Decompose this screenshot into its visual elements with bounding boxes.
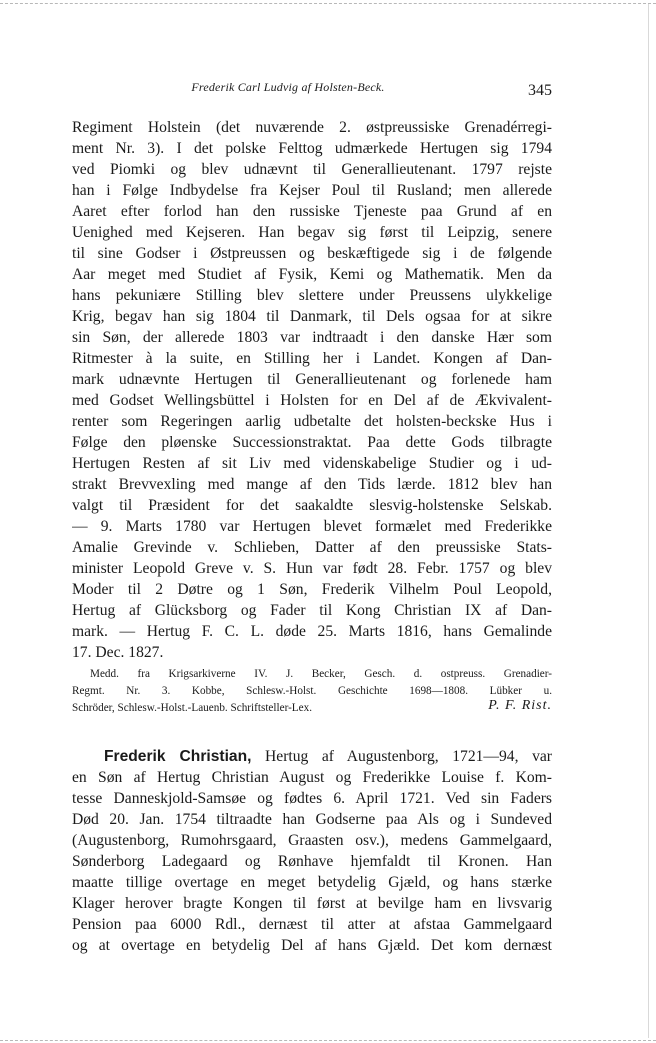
entry1-line: Aaret efter forlod han den russiske Tjeneste paa Grund af en bbox=[72, 203, 552, 220]
entry2-line: en Søn af Hertug Christian August og Frederikke Louise f. Kom- bbox=[72, 769, 552, 786]
entry1-line: ved Piomki og blev udnævnt til Generallieutenant. 1797 rejste bbox=[72, 161, 552, 178]
source-reference: Medd. fra Krigsarkiverne IV. J. Becker, Gesch. d. ostpreuss. Grenadier- bbox=[90, 668, 552, 680]
entry-name: Frederik Christian, bbox=[104, 748, 252, 765]
entry1-line: Aar meget med Studiet af Fysik, Kemi og Mathematik. Men da bbox=[72, 266, 552, 283]
entry1-line: hans pekuniære Stilling blev slettere under Preussens ulykkelige bbox=[72, 287, 552, 304]
entry1-line: til sine Godser i Østpreussen og beskæftigede sig i de følgende bbox=[72, 245, 552, 262]
entry2-line: tesse Danneskjold-Samsøe og fødtes 6. April 1721. Ved sin Faders bbox=[72, 790, 552, 807]
scan-edge-bottom bbox=[0, 1040, 656, 1041]
entry2-line: (Augustenborg, Rumohrsgaard, Graasten osv.), medens Gammelgaard, bbox=[72, 832, 552, 849]
entry1-line: Uenighed med Kejseren. Han begav sig først til Leipzig, senere bbox=[72, 224, 552, 241]
entry1-line: Følge den pløenske Successionstraktat. Paa dette Gods tilbragte bbox=[72, 434, 552, 451]
page-number: 345 bbox=[528, 82, 552, 99]
entry1-line: 17. Dec. 1827. bbox=[72, 644, 164, 661]
entry2-line: Pension paa 6000 Rdl., dernæst til atter at afstaa Gammelgaard bbox=[72, 916, 552, 933]
entry1-line: Hertug af Glücksborg og Fader til Kong Christian IX af Dan- bbox=[72, 602, 552, 619]
source-reference-text: Schröder, Schlesw.-Holst.-Lauenb. Schriftsteller-Lex. bbox=[72, 702, 312, 714]
entry1-line: mark udnævnte Hertugen til Generallieutenant og forlenede ham bbox=[72, 371, 552, 388]
entry1-line: minister Leopold Greve v. S. Hun var født 28. Febr. 1757 og blev bbox=[72, 560, 552, 577]
running-title: Frederik Carl Ludvig af Holsten-Beck. bbox=[191, 80, 385, 94]
entry1-line: Amalie Grevinde v. Schlieben, Datter af den preussiske Stats- bbox=[72, 539, 552, 556]
entry2-first-line bbox=[104, 747, 552, 767]
entry1-line: med Godset Wellingsbüttel i Holsten for en Del af de Ækvivalent- bbox=[72, 392, 552, 409]
author-signature: P. F. Rist. bbox=[488, 700, 552, 713]
entry1-line: renter som Regeringen aarlig udbetalte det holsten-beckske Hus i bbox=[72, 413, 552, 430]
entry2-line: maatte tillige overtage en meget betydelig Gjæld, og hans stærke bbox=[72, 874, 552, 891]
entry1-line: strakt Brevvexling med mange af den Tids lærde. 1812 blev han bbox=[72, 476, 552, 493]
entry1-line: Regiment Holstein (det nuværende 2. østpreussiske Grenadérregi- bbox=[72, 119, 552, 136]
entry1-line: Moder til 2 Døtre og 1 Søn, Frederik Vilhelm Poul Leopold, bbox=[72, 581, 552, 598]
page-header bbox=[72, 78, 552, 100]
entry1-line: sin Søn, der allerede 1803 var indtraadt i den danske Hær som bbox=[72, 329, 552, 346]
entry1-line: valgt til Præsident for det saakaldte slesvig-holstenske Selskab. bbox=[72, 497, 552, 514]
scan-edge-right bbox=[648, 4, 649, 1038]
entry1-line: Hertugen Resten af sit Liv med videnskabelige Studier og i ud- bbox=[72, 455, 552, 472]
entry1-line: mark. — Hertug F. C. L. døde 25. Marts 1816, hans Gemalinde bbox=[72, 623, 552, 640]
entry1-line: han i Følge Indbydelse fra Kejser Poul til Rusland; men allerede bbox=[72, 182, 552, 199]
entry2-line: og at overtage en betydelig Del af hans Gjæld. Det kom dernæst bbox=[72, 937, 552, 954]
entry1-line: Ritmester à la suite, en Stilling her i Landet. Kongen af Dan- bbox=[72, 350, 552, 367]
entry2-line: Klager herover bragte Kongen til først at bevilge ham en livsvarig bbox=[72, 895, 552, 912]
entry1-line: ment Nr. 3). I det polske Felttog udmærkede Hertugen sig 1794 bbox=[72, 140, 552, 157]
source-reference: Regmt. Nr. 3. Kobbe, Schlesw.-Holst. Geschichte 1698—1808. Lübker u. bbox=[72, 685, 552, 697]
entry1-line: — 9. Marts 1780 var Hertugen blevet formælet med Frederikke bbox=[72, 518, 552, 535]
entry2-first-line-text: Hertug af Augustenborg, 1721—94, var bbox=[265, 748, 552, 765]
entry1-line: Krig, begav han sig 1804 til Danmark, til Dels ogsaa for at sikre bbox=[72, 308, 552, 325]
entry2-line: Død 20. Jan. 1754 tiltraadte han Godserne paa Als og i Sundeved bbox=[72, 811, 552, 828]
source-reference-last bbox=[72, 700, 552, 716]
scan-edge-top bbox=[0, 3, 656, 4]
entry2-line: Sønderborg Ladegaard og Rønhave hjemfaldt til Kronen. Han bbox=[72, 853, 552, 870]
